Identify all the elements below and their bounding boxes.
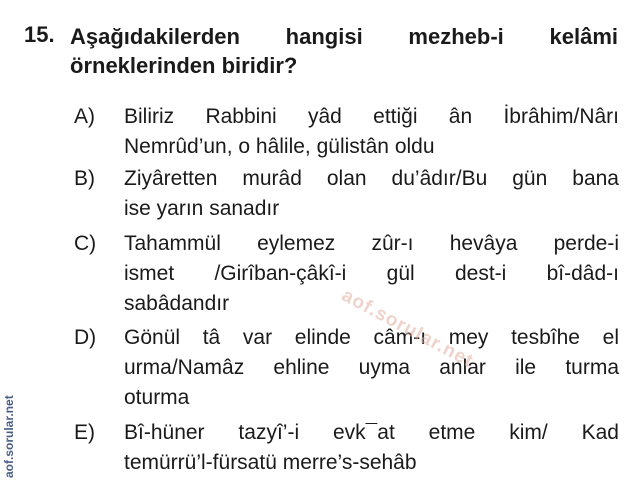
option-b-line-1: Ziyâretten murâd olan du’âdır/Bu gün bana [124,167,619,190]
option-d-line-1: Gönül tâ var elinde câm-ı mey tesbîhe el [124,326,619,349]
option-e-letter: E) [74,421,95,444]
option-b-letter: B) [74,167,95,190]
option-a-line-1: Biliriz Rabbini yâd ettiği ân İbrâhim/Nârı [124,105,619,128]
watermark-text: aof.sorular.net [338,285,477,373]
option-c-line-2: ismet /Girîban-çâkî-i gül dest-i bî-dâd-ı [124,262,619,285]
option-a-line-2: Nemrûd’un, o hâlile, gülistân oldu [124,135,435,158]
option-d-text [124,323,619,413]
option-a-letter: A) [74,105,95,128]
option-d-letter: D) [74,326,97,349]
side-url-text: aof.sorular.net [2,395,16,478]
option-e-line-2: temürrü’l-fürsatü merre’s-sehâb [124,451,417,474]
option-e-text [124,418,619,478]
option-c-line-1: Tahammül eylemez zûr-ı hevâya perde-i [124,232,619,255]
option-c-letter: C) [74,232,97,255]
option-d-line-2: urma/Namâz ehline uyma anlar ile turma [124,356,619,379]
question-number: 15. [24,22,55,47]
option-a-text [124,102,619,162]
option-e-line-1: Bî-hüner tazyî’-i evk¯at etme kim/ Kad [124,421,619,444]
option-c-line-3: sabâdandır [124,292,230,315]
option-b-text [124,164,619,224]
option-b-line-2: ise yarın sanadır [124,197,280,220]
question-stem [70,22,618,80]
question-stem-line-1: Aşağıdakilerden hangisi mezheb-i kelâmi [70,24,618,49]
option-d-line-3: oturma [124,386,190,409]
question-stem-line-2: örneklerinden biridir? [70,53,298,78]
